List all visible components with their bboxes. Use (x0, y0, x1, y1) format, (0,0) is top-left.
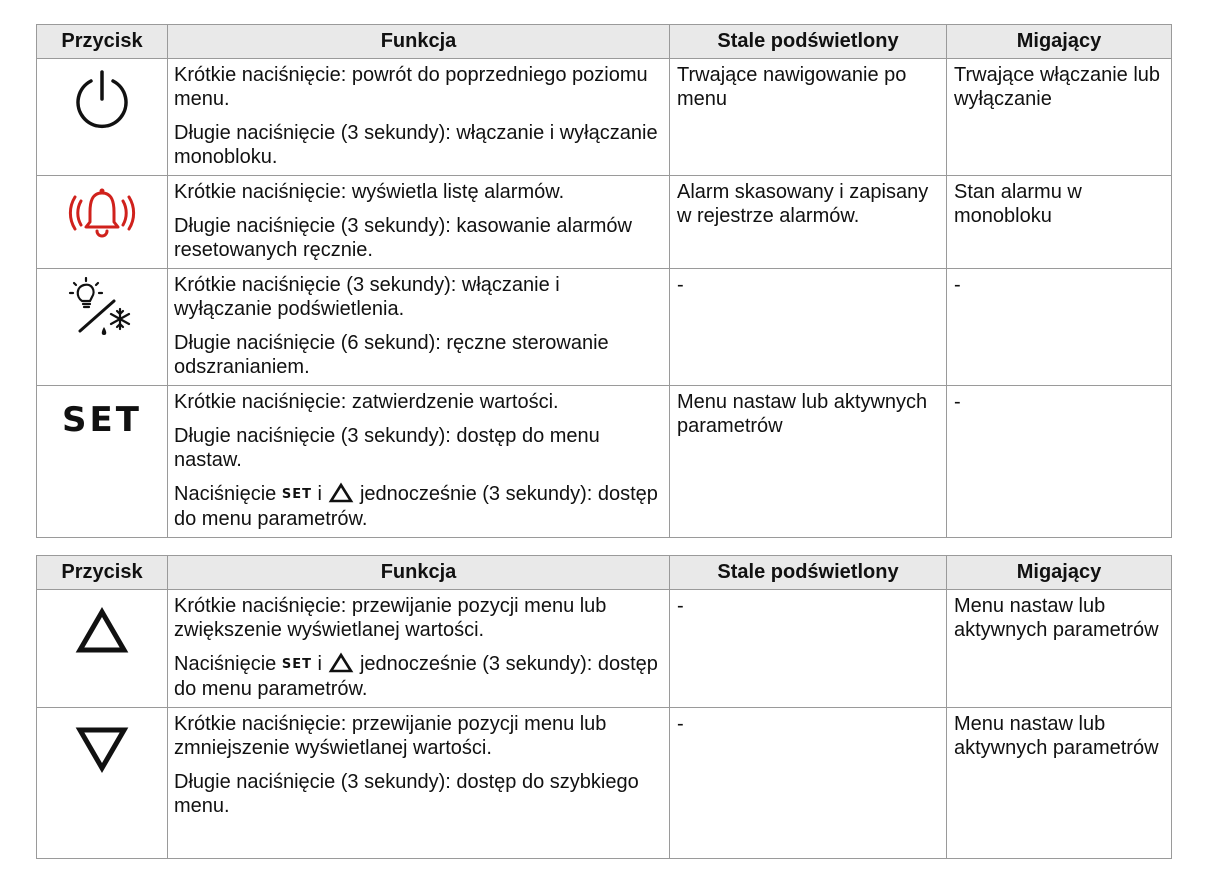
function-text: Krótkie naciśnięcie: przewijanie pozycji menu lub zmniejszenie wyświetlanej wartości. (174, 713, 607, 759)
button-cell (37, 386, 168, 538)
function-text: Długie naciśnięcie (6 sekund): ręczne sterowanie odszranianiem. (174, 332, 609, 378)
blinking-cell: Menu nastaw lub aktywnych parametrów (947, 590, 1172, 708)
blinking-cell: Menu nastaw lub aktywnych parametrów (947, 708, 1172, 859)
function-cell (168, 590, 670, 708)
blinking-cell: - (947, 386, 1172, 538)
up-triangle-icon (72, 598, 132, 658)
function-text: Krótkie naciśnięcie: zatwierdzenie wartości. (174, 391, 559, 413)
table-row (37, 59, 1172, 176)
buttons-table-2 (36, 555, 1172, 859)
button-cell (37, 708, 168, 859)
up-triangle-icon (328, 482, 354, 504)
header-steady: Stale podświetlony (670, 25, 947, 59)
function-text: Krótkie naciśnięcie: powrót do poprzedniego poziomu menu. (174, 64, 648, 110)
function-cell (168, 708, 670, 859)
function-cell (168, 269, 670, 386)
light-defrost-icon (66, 277, 138, 343)
table-row (37, 386, 1172, 538)
table-row (37, 708, 1172, 859)
button-cell (37, 269, 168, 386)
blinking-cell: - (947, 269, 1172, 386)
power-icon (70, 67, 134, 131)
blinking-cell: Stan alarmu w monobloku (947, 176, 1172, 269)
button-cell (37, 176, 168, 269)
header-function: Funkcja (168, 556, 670, 590)
steady-cell: - (670, 590, 947, 708)
button-cell (37, 590, 168, 708)
steady-cell: - (670, 269, 947, 386)
function-text: Długie naciśnięcie (3 sekundy): włączanie i wyłączanie monobloku. (174, 122, 658, 168)
function-text: Krótkie naciśnięcie (3 sekundy): włączanie i wyłączanie podświetlenia. (174, 274, 560, 320)
button-cell (37, 59, 168, 176)
table-row (37, 176, 1172, 269)
function-cell (168, 176, 670, 269)
table-header-row (37, 25, 1172, 59)
header-button: Przycisk (37, 25, 168, 59)
blinking-cell: Trwające włączanie lub wyłączanie (947, 59, 1172, 176)
function-text: Długie naciśnięcie (3 sekundy): kasowanie alarmów resetowanych ręcznie. (174, 215, 632, 261)
function-text: Długie naciśnięcie (3 sekundy): dostęp do szybkiego menu. (174, 771, 639, 817)
header-steady: Stale podświetlony (670, 556, 947, 590)
function-cell (168, 59, 670, 176)
set-button-label: SET (62, 400, 142, 440)
up-triangle-icon (328, 652, 354, 674)
function-text: Krótkie naciśnięcie: wyświetla listę alarmów. (174, 181, 565, 203)
set-inline-label: SET (281, 657, 312, 672)
down-triangle-icon (72, 716, 132, 776)
table-row (37, 590, 1172, 708)
header-blinking: Migający (947, 25, 1172, 59)
function-combo-text: Naciśnięcie SET i jednocześnie (3 sekundy): dostęp do menu parametrów. (174, 653, 658, 700)
header-function: Funkcja (168, 25, 670, 59)
function-combo-text: Naciśnięcie SET i jednocześnie (3 sekundy): dostęp do menu parametrów. (174, 483, 658, 530)
steady-cell: Menu nastaw lub aktywnych parametrów (670, 386, 947, 538)
buttons-table-1 (36, 24, 1172, 538)
set-inline-label: SET (281, 487, 312, 502)
steady-cell: Alarm skasowany i zapisany w rejestrze alarmów. (670, 176, 947, 269)
steady-cell: Trwające nawigowanie po menu (670, 59, 947, 176)
steady-cell: - (670, 708, 947, 859)
header-blinking: Migający (947, 556, 1172, 590)
header-button: Przycisk (37, 556, 168, 590)
alarm-bell-icon (67, 184, 137, 246)
function-text: Długie naciśnięcie (3 sekundy): dostęp do menu nastaw. (174, 425, 600, 471)
function-cell (168, 386, 670, 538)
function-text: Krótkie naciśnięcie: przewijanie pozycji menu lub zwiększenie wyświetlanej wartości. (174, 595, 607, 641)
table-header-row (37, 556, 1172, 590)
table-row (37, 269, 1172, 386)
